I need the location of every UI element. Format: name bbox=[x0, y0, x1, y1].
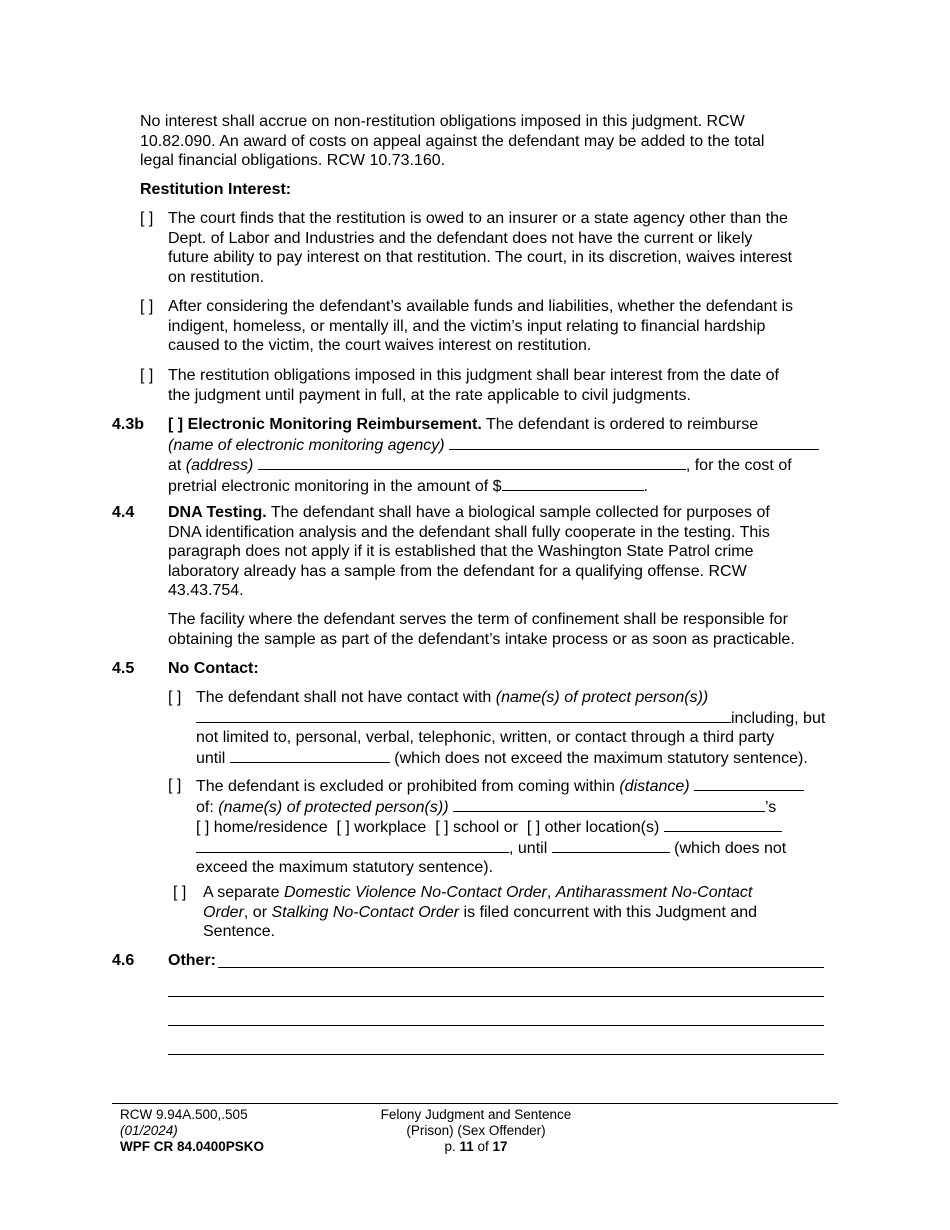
facility-line: obtaining the sample as part of the defendant’s intake process or as soon as practicable. bbox=[168, 630, 795, 648]
until-label: , until bbox=[509, 839, 552, 857]
restitution-interest-heading: Restitution Interest: bbox=[140, 181, 292, 198]
stalking-order-label: Stalking No-Contact Order bbox=[271, 903, 460, 921]
checkbox[interactable]: [ ] bbox=[168, 777, 182, 794]
section-4-3b bbox=[168, 415, 848, 496]
section-number: 4.5 bbox=[112, 660, 135, 677]
address-blank[interactable] bbox=[258, 455, 686, 470]
intro-paragraph bbox=[140, 112, 840, 171]
section-title: Other: bbox=[168, 952, 216, 969]
workplace-checkbox[interactable]: [ ] workplace bbox=[336, 819, 427, 836]
section-title: DNA Testing. bbox=[168, 504, 267, 521]
option-line: After considering the defendant’s available funds and liabilities, whether the defendant is bbox=[168, 298, 794, 315]
option-line: future ability to pay interest on that restitution. The court, in its discretion, waives interest bbox=[168, 249, 793, 266]
section-line: laboratory already has a sample from the defendant for a qualifying offense. RCW bbox=[168, 562, 747, 580]
option-text: (which does not bbox=[669, 839, 787, 857]
option-line: the judgment until payment in full, at the rate applicable to civil judgments. bbox=[168, 386, 691, 404]
option-text: ’s bbox=[765, 798, 777, 816]
location-blank[interactable] bbox=[196, 838, 509, 853]
footer-subtitle: (Prison) (Sex Offender) bbox=[406, 1123, 546, 1138]
amount-blank[interactable] bbox=[502, 476, 644, 491]
until-date-blank[interactable] bbox=[230, 748, 390, 763]
until-date-blank[interactable] bbox=[552, 838, 670, 853]
section-number: 4.3b bbox=[112, 416, 145, 433]
until-label: until bbox=[196, 749, 230, 767]
checkbox[interactable]: [ ] bbox=[140, 210, 154, 227]
option-line: The restitution obligations imposed in this judgment shall bear interest from the date of bbox=[168, 367, 779, 384]
amount-text: pretrial electronic monitoring in the amount of $ bbox=[168, 477, 502, 495]
section-line: paragraph does not apply if it is established that the Washington State Patrol crime bbox=[168, 543, 754, 560]
option-line: indigent, homeless, or mentally ill, and the victim’s input relating to financial hardship bbox=[168, 317, 766, 335]
footer-divider bbox=[112, 1103, 838, 1104]
protected-persons-label: (name(s) of protected person(s)) bbox=[218, 798, 449, 816]
facility-line: The facility where the defendant serves the term of confinement shall be responsible for bbox=[168, 611, 788, 628]
section-number: 4.6 bbox=[112, 952, 135, 969]
school-checkbox[interactable]: [ ] school or bbox=[435, 819, 518, 836]
section-title: No Contact: bbox=[168, 660, 259, 677]
option-line: on restitution. bbox=[168, 268, 265, 286]
antiharassment-order-label: Order bbox=[203, 903, 244, 921]
footer-title: Felony Judgment and Sentence bbox=[380, 1107, 572, 1122]
option-line: Dept. of Labor and Industries and the defendant does not have the current or likely bbox=[168, 229, 753, 247]
protected-persons-blank[interactable] bbox=[196, 708, 731, 723]
dv-order-label: Domestic Violence No-Contact Order bbox=[283, 884, 547, 901]
footer-center bbox=[326, 1107, 626, 1155]
option-text: is filed concurrent with this Judgment and bbox=[459, 903, 758, 921]
distance-blank[interactable] bbox=[694, 776, 804, 791]
other-line[interactable] bbox=[168, 1025, 824, 1026]
option-text: of: bbox=[196, 798, 219, 816]
footer-date: (01/2024) bbox=[120, 1123, 178, 1138]
protected-persons-label: (name(s) of protect person(s)) bbox=[495, 689, 709, 706]
other-line[interactable] bbox=[168, 1054, 824, 1055]
agency-blank[interactable] bbox=[449, 435, 819, 450]
agency-label: (name of electronic monitoring agency) bbox=[168, 436, 445, 454]
option-text: (which does not exceed the maximum statutory sentence). bbox=[389, 749, 808, 767]
checkbox[interactable]: [ ] bbox=[140, 298, 154, 315]
page-number: 11 bbox=[459, 1139, 474, 1154]
option-text: not limited to, personal, verbal, telephonic, written, or contact through a third party bbox=[196, 729, 775, 746]
checkbox[interactable]: [ ] bbox=[173, 884, 187, 901]
section-4-4 bbox=[168, 503, 848, 601]
section-title: Electronic Monitoring Reimbursement. bbox=[187, 416, 482, 433]
option-text: , or bbox=[243, 903, 272, 921]
restitution-option-1 bbox=[168, 209, 848, 287]
intro-line: No interest shall accrue on non-restitution obligations imposed in this judgment. RCW bbox=[140, 113, 745, 130]
footer-page bbox=[326, 1139, 626, 1155]
option-text: , bbox=[546, 884, 556, 901]
other-line[interactable] bbox=[168, 996, 824, 997]
other-location-blank[interactable] bbox=[664, 817, 782, 832]
section-line: The defendant shall have a biological sample collected for purposes of bbox=[266, 504, 770, 521]
address-label: (address) bbox=[185, 457, 254, 474]
antiharassment-order-label: Antiharassment No-Contact bbox=[555, 884, 753, 901]
no-contact-option-3 bbox=[203, 883, 843, 942]
option-text: including, but bbox=[731, 709, 826, 727]
page-total: 17 bbox=[492, 1139, 508, 1154]
protected-persons-blank[interactable] bbox=[453, 797, 765, 812]
home-checkbox[interactable]: [ ] home/residence bbox=[196, 819, 328, 836]
option-text: The defendant is excluded or prohibited from coming within bbox=[196, 778, 620, 795]
option-text: A separate bbox=[203, 884, 284, 901]
page-prefix: p. bbox=[444, 1139, 460, 1154]
restitution-option-2 bbox=[168, 297, 848, 356]
no-contact-option-1 bbox=[196, 688, 846, 768]
footer-left bbox=[120, 1107, 264, 1155]
page-of: of bbox=[473, 1139, 493, 1154]
at-label: at bbox=[168, 457, 186, 474]
option-text: exceed the maximum statutory sentence). bbox=[196, 859, 494, 876]
footer-rcw: RCW 9.94A.500,.505 bbox=[120, 1107, 248, 1122]
other-line[interactable] bbox=[218, 967, 824, 968]
no-contact-option-2 bbox=[196, 776, 846, 878]
facility-paragraph bbox=[168, 610, 848, 649]
footer-form-number: WPF CR 84.0400PSKO bbox=[120, 1139, 265, 1154]
intro-line: legal financial obligations. RCW 10.73.160. bbox=[140, 152, 446, 169]
option-line: caused to the victim, the court waives interest on restitution. bbox=[168, 337, 592, 354]
checkbox[interactable]: [ ] bbox=[168, 416, 184, 433]
restitution-option-3 bbox=[168, 366, 848, 405]
option-line: The court finds that the restitution is owed to an insurer or a state agency other than the bbox=[168, 210, 788, 227]
intro-line: 10.82.090. An award of costs on appeal against the defendant may be added to the total bbox=[140, 132, 765, 150]
section-line: DNA identification analysis and the defendant shall fully cooperate in the testing. This bbox=[168, 523, 770, 541]
option-text: Sentence. bbox=[203, 923, 276, 940]
checkbox[interactable]: [ ] bbox=[140, 367, 154, 384]
period: . bbox=[643, 477, 648, 495]
section-number: 4.4 bbox=[112, 504, 135, 521]
cost-text: , for the cost of bbox=[685, 457, 792, 474]
distance-label: (distance) bbox=[619, 778, 690, 795]
section-text: The defendant is ordered to reimburse bbox=[481, 416, 759, 433]
checkbox[interactable]: [ ] bbox=[168, 689, 182, 706]
option-text: The defendant shall not have contact with bbox=[196, 689, 496, 706]
other-location-checkbox[interactable]: [ ] other location(s) bbox=[526, 819, 660, 836]
section-line: 43.43.754. bbox=[168, 582, 244, 599]
